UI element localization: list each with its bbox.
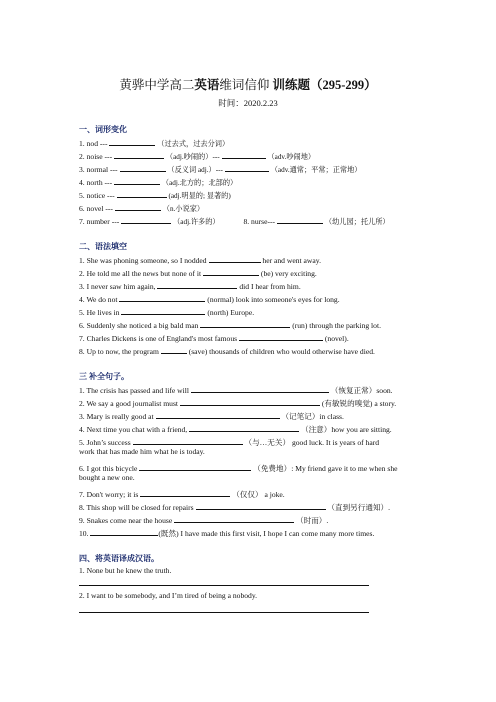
s2-item-6-tail: (run) through the parking lot. (292, 321, 381, 330)
s4-answer-line-2[interactable] (79, 612, 369, 613)
section4-heading: 四、将英语译成汉语。 (79, 554, 159, 563)
s2-item-1-text: 1. She was phoning someone, so I nodded (79, 256, 207, 265)
s1-item-2-note: （adj.吵闹的）--- (165, 153, 220, 161)
s2-blank-3[interactable] (157, 280, 237, 289)
title-theme: 维词信仰 (219, 78, 270, 92)
section3-heading: 三 补全句子。 (79, 372, 129, 381)
s3-blank-2[interactable] (180, 397, 320, 406)
s3-item-6-cont: bought a new one. (79, 473, 135, 482)
s2-item-4 (79, 293, 340, 305)
s1-item-3-note2: （adv.通常；平常；正常地） (270, 166, 362, 174)
s1-item-5-word: 5. notice --- (79, 191, 115, 200)
s3-item-4 (79, 423, 392, 435)
s1-item-2-word: 2. noise --- (79, 152, 113, 161)
s1-blank-8[interactable] (277, 215, 323, 224)
section1-heading: 一、词形变化 (79, 125, 127, 134)
s2-item-3 (79, 280, 301, 292)
s3-item-10-text: 10. (79, 529, 89, 538)
s3-item-8-tail: （直到另行通知）. (327, 503, 391, 512)
s3-blank-6[interactable] (139, 462, 251, 471)
s1-item-6-word: 6. novel --- (79, 204, 113, 213)
s2-item-2-text: 2. He told me all the news but none of it (79, 269, 202, 278)
s2-blank-5[interactable] (121, 306, 205, 315)
s1-blank-5[interactable] (117, 189, 167, 198)
s3-blank-5[interactable] (133, 436, 243, 445)
s3-item-8 (79, 501, 390, 513)
s2-item-7 (79, 332, 349, 344)
s1-item-3 (79, 163, 362, 175)
s3-item-9-text: 9. Snakes come near the house (79, 516, 173, 525)
s3-item-10 (79, 527, 374, 539)
section2-heading: 二、语法填空 (79, 242, 127, 251)
s2-blank-2[interactable] (203, 267, 259, 276)
s3-item-7-text: 7. Don't worry; it is (79, 490, 139, 499)
s1-item-8-note: （幼儿园；托儿所） (324, 218, 390, 226)
s3-blank-8[interactable] (196, 501, 326, 510)
s3-blank-10[interactable] (90, 527, 158, 536)
s3-item-10-tail: (既然) I have made this first visit, I hope I can come many more times. (158, 529, 375, 538)
s2-item-8-text: 8. Up to now, the program (79, 347, 159, 356)
s3-item-5-text: 5. John’s success (79, 438, 131, 447)
s3-item-6-tail: （免费地）: My friend gave it to me when she (253, 464, 398, 473)
s2-item-3-text: 3. I never saw him again, (79, 282, 156, 291)
s1-item-8-word: 8. nurse--- (243, 217, 276, 226)
s1-blank-2a[interactable] (114, 150, 164, 159)
s2-item-8 (79, 345, 375, 357)
s2-item-4-tail: (normal) look into someone's eyes for long. (207, 295, 340, 304)
s3-item-9 (79, 514, 328, 526)
s3-blank-7[interactable] (140, 488, 230, 497)
s3-blank-1[interactable] (191, 384, 329, 393)
s1-item-3-note: （反义词 adj.）--- (167, 166, 223, 174)
s2-item-2-tail: (be) very exciting. (260, 269, 317, 278)
s3-blank-3[interactable] (156, 410, 280, 419)
s1-blank-7[interactable] (121, 215, 171, 224)
s3-item-2 (79, 397, 396, 409)
s1-blank-1[interactable] (109, 137, 155, 146)
s2-item-5-tail: (north) Europe. (207, 308, 255, 317)
s2-item-7-tail: (novel). (324, 334, 349, 343)
s2-item-5-text: 5. He lives in (79, 308, 120, 317)
s2-item-5 (79, 306, 254, 318)
s1-blank-2b[interactable] (222, 150, 266, 159)
s3-item-3-text: 3. Mary is really good at (79, 412, 154, 421)
s3-item-8-text: 8. This shop will be closed for repairs (79, 503, 194, 512)
s2-item-3-tail: did I hear from him. (239, 282, 301, 291)
s4-item-1: 1. None but he knew the truth. (79, 566, 172, 575)
s3-item-4-tail: （注意）how you are sitting. (301, 425, 392, 434)
s2-blank-8[interactable] (161, 345, 187, 354)
s1-item-7-word: 7. number --- (79, 217, 120, 226)
s3-item-2-tail: (有敏锐的嗅觉) a story. (321, 399, 397, 408)
s2-item-1-tail: her and went away. (262, 256, 321, 265)
title-subject: 英语 (194, 78, 220, 92)
s2-blank-1[interactable] (209, 254, 261, 263)
s3-blank-9[interactable] (174, 514, 294, 523)
s1-item-4 (79, 176, 237, 188)
s2-item-4-text: 4. We do not (79, 295, 118, 304)
s1-item-4-word: 4. north --- (79, 178, 113, 187)
s1-item-3-word: 3. normal --- (79, 165, 118, 174)
date-line: 时间：2020.2.23 (218, 98, 278, 108)
s2-blank-6[interactable] (200, 319, 290, 328)
s2-item-6 (79, 319, 381, 331)
s2-item-8-tail: (save) thousands of children who would otherwise have died. (188, 347, 375, 356)
s3-item-6-text: 6. I got this bicycle (79, 464, 138, 473)
title-exercise: 训练题（295-299） (272, 78, 377, 92)
s1-item-6 (79, 202, 204, 214)
s3-item-1-tail: （恢复正常）soon. (330, 386, 393, 395)
s2-item-7-text: 7. Charles Dickens is one of England's most famous (79, 334, 238, 343)
s1-item-1 (79, 137, 229, 149)
s2-item-2 (79, 267, 317, 279)
s3-blank-4[interactable] (189, 423, 299, 432)
title-school: 黄骅中学高二 (119, 78, 195, 92)
s2-blank-7[interactable] (239, 332, 323, 341)
s1-item-2 (79, 150, 315, 162)
s1-item-6-note: （n.小说家） (162, 205, 205, 213)
s3-item-7-tail: （仅仅） a joke. (232, 490, 285, 499)
s3-item-2-text: 2. We say a good journalist must (79, 399, 179, 408)
s1-blank-6[interactable] (115, 202, 161, 211)
s3-item-4-text: 4. Next time you chat with a friend, (79, 425, 188, 434)
s1-blank-3a[interactable] (120, 163, 166, 172)
s3-item-7 (79, 488, 285, 500)
s3-item-5-tail: （与…无关） good luck. It is years of hard (244, 438, 380, 447)
s2-item-6-text: 6. Suddenly she noticed a big bald man (79, 321, 199, 330)
s3-item-1 (79, 384, 393, 396)
s2-item-1 (79, 254, 321, 266)
s4-answer-line-1[interactable] (79, 585, 369, 586)
s3-item-5-cont: work that has made him what he is today. (79, 447, 205, 456)
s1-item-1-note: （过去式，过去分词） (157, 140, 230, 148)
s3-item-3 (79, 410, 344, 422)
s3-item-3-tail: （记笔记）in class. (281, 412, 344, 421)
s1-item-5 (79, 189, 231, 201)
s1-item-1-word: 1. nod --- (79, 139, 108, 148)
s1-blank-4[interactable] (114, 176, 160, 185)
s1-item-4-note: （adj.北方的；北部的） (161, 179, 238, 187)
s2-blank-4[interactable] (119, 293, 205, 302)
s1-item-7 (79, 215, 390, 227)
s1-item-7-note: （adj.许多的） (173, 218, 220, 226)
s1-item-2-note2: （adv.吵闹地） (267, 153, 316, 161)
s3-item-9-tail: （时而）. (296, 516, 329, 525)
s4-item-2: 2. I want to be somebody, and I’m tired of being a nobody. (79, 591, 258, 600)
s1-blank-3b[interactable] (225, 163, 269, 172)
s1-item-5-note: (adj.明显的; 显著的) (168, 192, 231, 200)
s3-item-1-text: 1. The crisis has passed and life will (79, 386, 189, 395)
page-title (0, 75, 496, 93)
